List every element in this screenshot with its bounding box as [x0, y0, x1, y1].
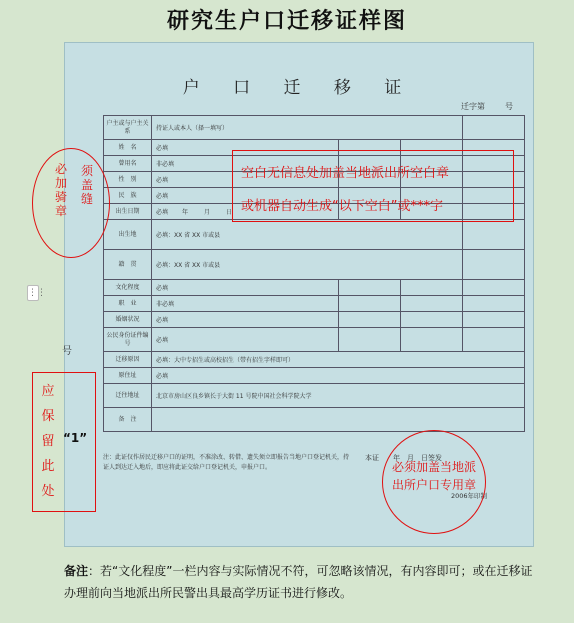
- field-label: 籍 贯: [104, 250, 152, 280]
- field-label: 户主或与户主关系: [104, 116, 152, 140]
- form-row: [104, 220, 525, 250]
- form-row: [104, 328, 525, 352]
- field-value: 必填：大中专招生或高校招生（带有招生字样即可）: [152, 352, 525, 368]
- field-value: 北京市房山区良乡镇长于大街 11 号院中国社会科学院大学: [152, 384, 525, 408]
- field-value: 必填: [152, 328, 339, 352]
- day-unit: 日: [226, 209, 233, 216]
- field-label: 婚姻状况: [104, 312, 152, 328]
- field-value-text: 必填: [156, 209, 169, 216]
- serial-label: 迁字第: [461, 102, 485, 111]
- reserve-area-text: 应保留此处: [41, 384, 55, 499]
- footnote: [64, 560, 544, 604]
- field-value: 必填：XX 省 XX 市或县: [152, 250, 463, 280]
- footnote-text: ：若“文化程度”一栏内容与实际情况不符，可忽略该情况，有内容即可；或在迁移证办理前向当地派出所民警出具最高学历证书进行修改。: [64, 564, 533, 600]
- form-row: [104, 384, 525, 408]
- reserve-area-annotation-box: [32, 372, 96, 512]
- field-label: 民 族: [104, 188, 152, 204]
- form-row: [104, 116, 525, 140]
- page-title: 研究生户口迁移证样图: [166, 8, 407, 34]
- month-unit: 月: [204, 209, 211, 216]
- field-value: 必填：XX 省 XX 市或县: [152, 220, 463, 250]
- field-value: [152, 408, 525, 432]
- reserve-area-number: “1”: [63, 431, 88, 445]
- blank-stamp-annotation-box: [232, 150, 514, 222]
- field-value: 非必填: [152, 156, 339, 172]
- field-value: 必填: [152, 280, 339, 296]
- footnote-label: 备注: [64, 564, 89, 578]
- field-value: 必填: [152, 140, 339, 156]
- field-value: 必填: [152, 172, 339, 188]
- form-row: [104, 368, 525, 384]
- seam-stamp-text-col1: 必加骑章: [54, 162, 67, 218]
- field-label: 迁往地址: [104, 384, 152, 408]
- seam-stamp-text-col2: 须盖缝: [80, 164, 93, 206]
- police-stamp-annotation-text: 必须加盖当地派出所户口专用章: [391, 460, 476, 492]
- issue-date-area: 本证 年 月 日签发: [365, 454, 442, 462]
- field-label: 姓 名: [104, 140, 152, 156]
- field-value: 必填: [152, 312, 339, 328]
- field-value: 必填: [152, 188, 339, 204]
- form-row: [104, 312, 525, 328]
- gutter-mark: 号: [62, 346, 72, 357]
- drag-handle-icon[interactable]: ⋮⋮: [27, 285, 39, 301]
- field-label: 原住址: [104, 368, 152, 384]
- form-heading: 户 口 迁 移 证: [182, 78, 416, 98]
- form-row: [104, 280, 525, 296]
- field-label: 出生日期: [104, 204, 152, 220]
- form-footer-note: 注：此证仅作居民迁移户口的证明，不准涂改、转借、遗失须立即报告当地户口登记机关，持证人到达迁入地后，即应将此证交给户口登记机关，申报户口。: [103, 454, 350, 471]
- field-label: 备 注: [104, 408, 152, 432]
- edition-label: 2006年印制: [451, 492, 488, 500]
- field-label: 迁移原因: [104, 352, 152, 368]
- field-label: 性 别: [104, 172, 152, 188]
- form-row: [104, 250, 525, 280]
- field-label: 职 业: [104, 296, 152, 312]
- blank-stamp-line2: 或机器自动生成“以下空白”或***字: [241, 199, 443, 214]
- form-row: [104, 296, 525, 312]
- field-value: 持证人或本人（择一填写）: [152, 116, 463, 140]
- form-row: [104, 352, 525, 368]
- form-row: [104, 408, 525, 432]
- year-unit: 年: [182, 209, 189, 216]
- seam-stamp-annotation-circle: [32, 148, 110, 258]
- field-label: 文化程度: [104, 280, 152, 296]
- field-label: 曾用名: [104, 156, 152, 172]
- field-value: 非必填: [152, 296, 339, 312]
- blank-stamp-line1: 空白无信息处加盖当地派出所空白章: [241, 166, 450, 181]
- field-label: 出生地: [104, 220, 152, 250]
- field-value: 必填: [152, 368, 525, 384]
- field-label: 公民身份证件编号: [104, 328, 152, 352]
- serial-no-label: 号: [505, 102, 513, 111]
